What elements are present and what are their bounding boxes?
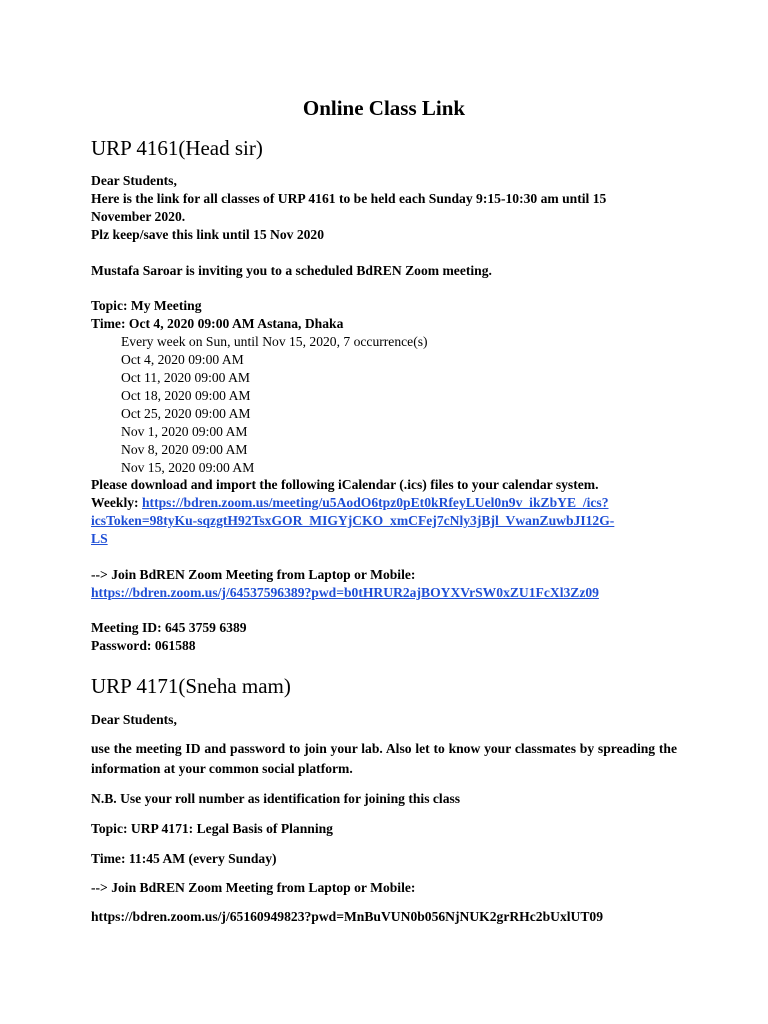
meeting-topic: Topic: URP 4171: Legal Basis of Planning [91,821,333,836]
occurrence-item: Oct 25, 2020 09:00 AM [121,406,251,421]
section-heading-urp4161: URP 4161(Head sir) [91,136,263,160]
recurrence-text: Every week on Sun, until Nov 15, 2020, 7 occurrence(s) [121,334,428,349]
meeting-id: Meeting ID: 645 3759 6389 [91,620,247,635]
intro-text-continued: November 2020. [91,209,186,224]
join-label: --> Join BdREN Zoom Meeting from Laptop or Mobile: [91,880,416,895]
occurrence-item: Oct 11, 2020 09:00 AM [121,370,251,385]
meeting-topic: Topic: My Meeting [91,298,202,313]
meeting-password: Password: 061588 [91,638,196,653]
weekly-ics-link-continued[interactable]: icsToken=98tyKu-sqzgtH92TsxGOR_MIGYjCKO_xmCFej7cNly3jBjl_VwanZuwbJI12G- [91,513,615,528]
weekly-ics-link[interactable]: https://bdren.zoom.us/meeting/u5AodO6tpz0pEt0kRfeyLUel0n9v_ikZbYE_/ics? [141,495,609,510]
page-title: Online Class Link [302,96,466,120]
occurrence-item: Nov 8, 2020 09:00 AM [121,442,248,457]
occurrence-item: Oct 4, 2020 09:00 AM [121,352,244,367]
roll-number-note: N.B. Use your roll number as identification for joining this class [91,791,461,806]
keep-link-note: Plz keep/save this link until 15 Nov 2020 [91,227,325,242]
weekly-row [91,494,609,512]
meeting-time: Time: 11:45 AM (every Sunday) [91,851,277,866]
greeting: Dear Students, [91,173,177,188]
occurrence-item: Oct 18, 2020 09:00 AM [121,388,251,403]
zoom-join-link[interactable]: https://bdren.zoom.us/j/64537596389?pwd=b0tHRUR2ajBOYXVrSW0xZU1FcXl3Zz09 [91,585,599,600]
occurrence-item: Nov 1, 2020 09:00 AM [121,424,248,439]
intro-text: Here is the link for all classes of URP 4161 to be held each Sunday 9:15-10:30 am until 15 [91,191,607,206]
section-heading-urp4171: URP 4171(Sneha mam) [91,674,291,698]
download-note: Please download and import the following iCalendar (.ics) files to your calendar system. [91,477,599,492]
lab-instructions: use the meeting ID and password to join your lab. Also let to know your classmates by spreading the information at your common social platform. [91,741,677,776]
meeting-time: Time: Oct 4, 2020 09:00 AM Astana, Dhaka [91,316,344,331]
occurrence-item: Nov 15, 2020 09:00 AM [121,460,255,475]
weekly-label: Weekly: [91,495,139,510]
invitation-text: Mustafa Saroar is inviting you to a scheduled BdREN Zoom meeting. [91,263,492,278]
weekly-ics-link-end[interactable]: LS [91,531,108,546]
greeting: Dear Students, [91,712,177,727]
zoom-join-link-text[interactable]: https://bdren.zoom.us/j/65160949823?pwd=MnBuVUN0b056NjNUK2grRHc2bUxlUT09 [91,909,604,924]
join-label: --> Join BdREN Zoom Meeting from Laptop or Mobile: [91,567,416,582]
